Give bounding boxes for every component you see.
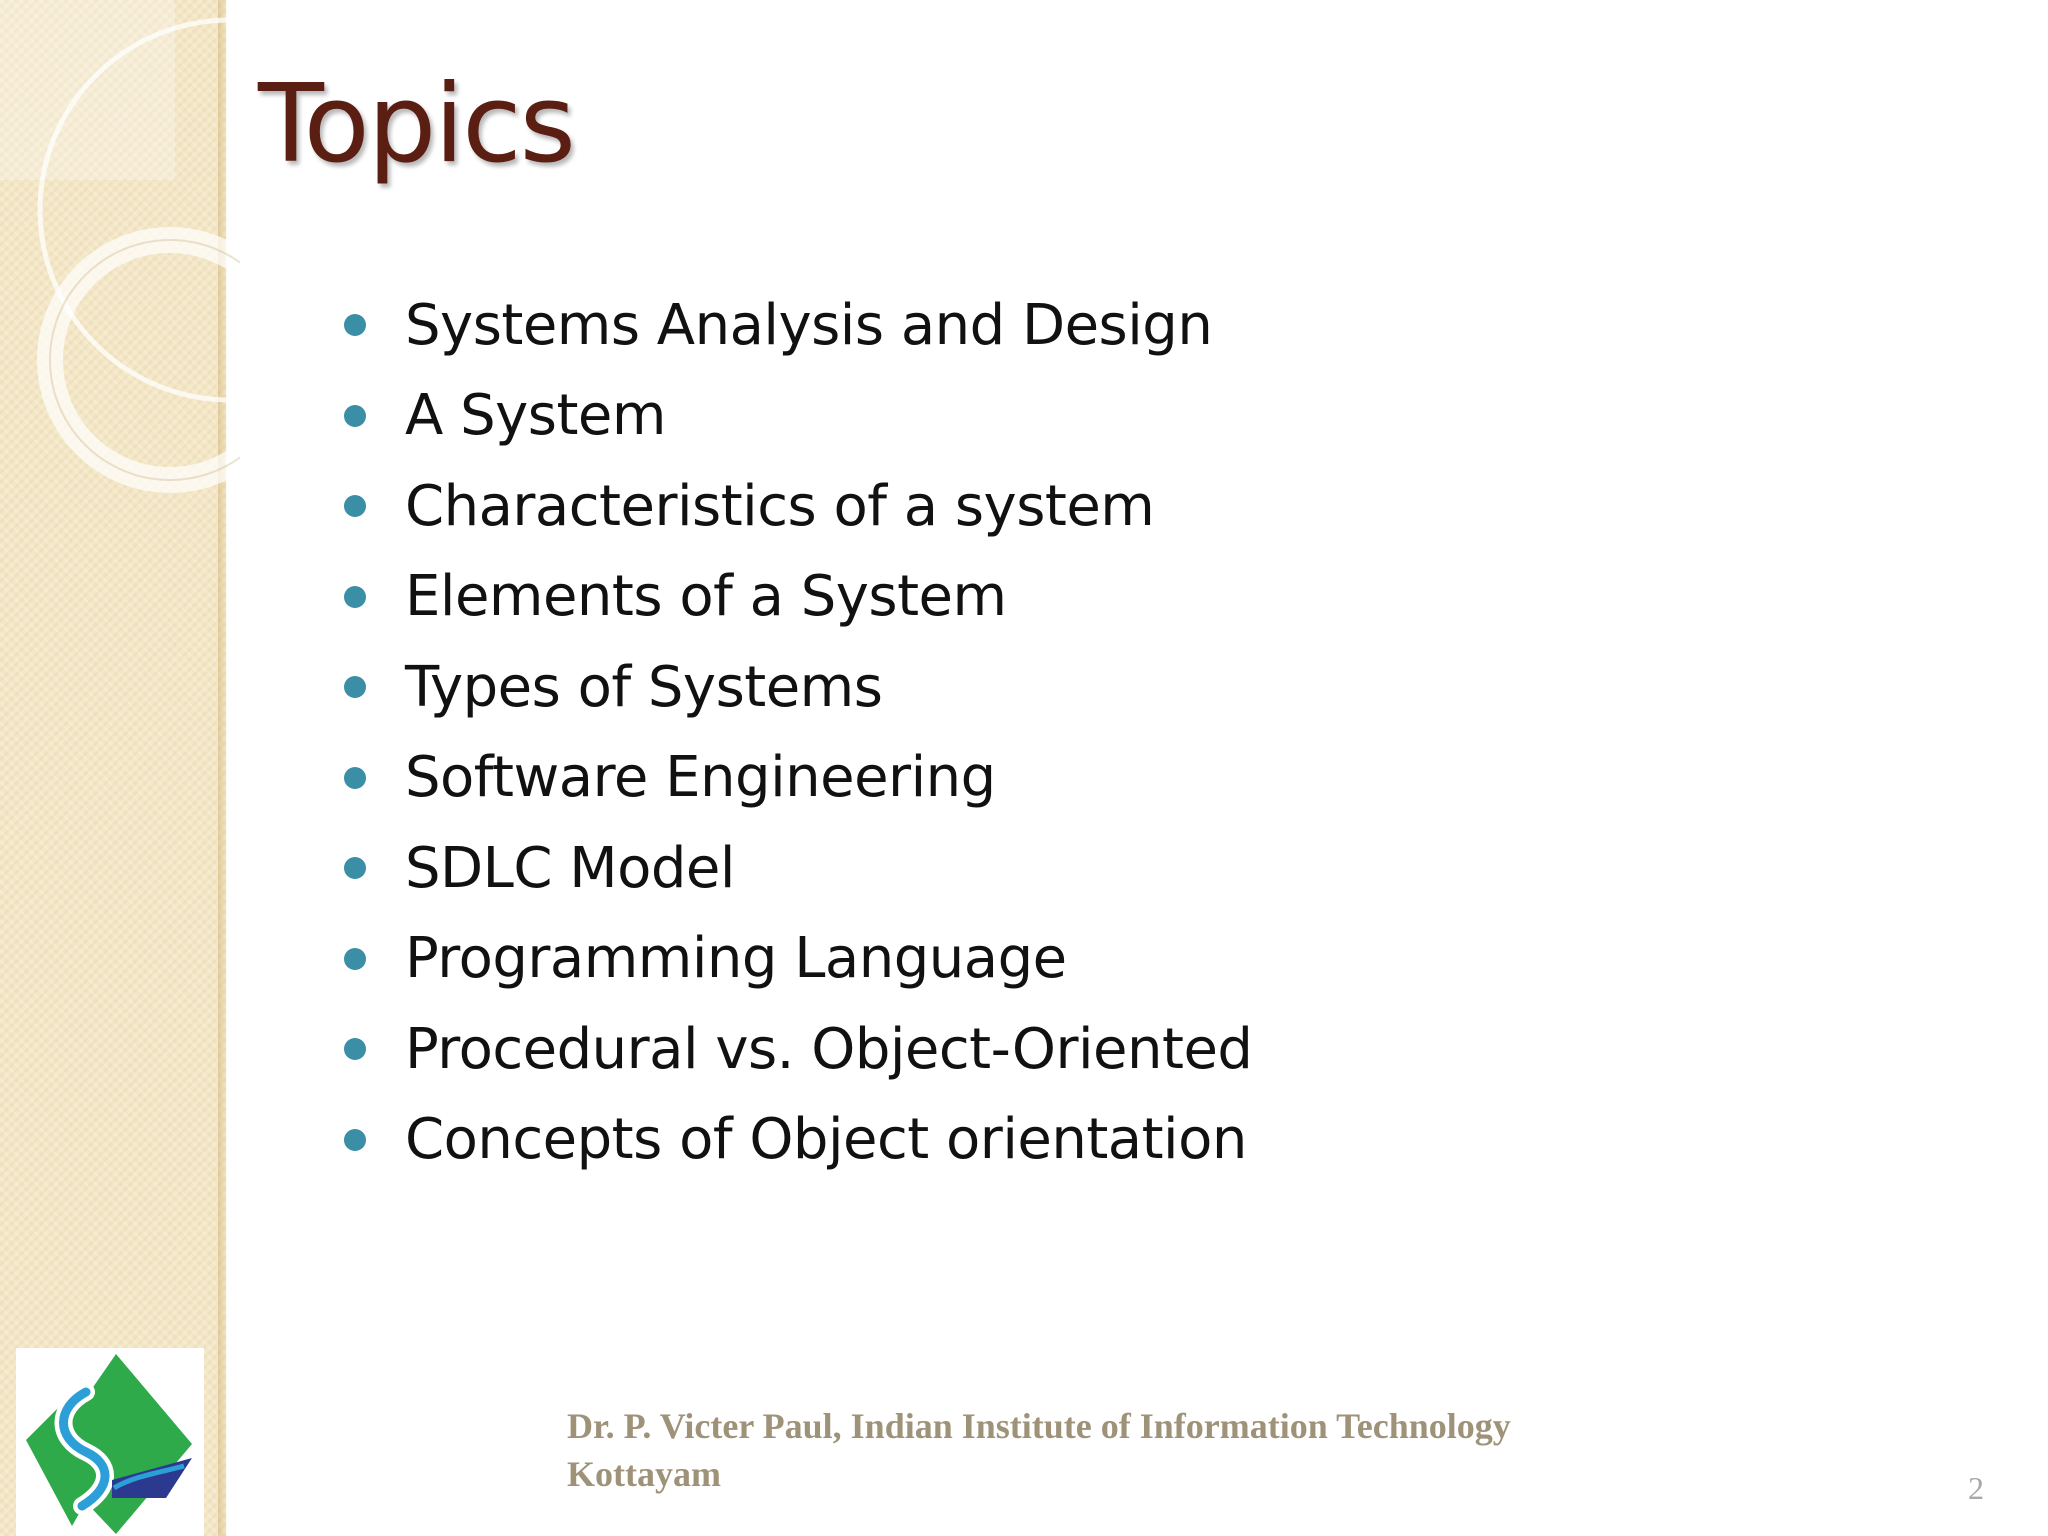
footer-location-line: Kottayam [567, 1454, 721, 1494]
list-item [340, 1004, 1252, 1095]
topic-label: Systems Analysis and Design [405, 292, 1213, 358]
list-item [340, 823, 1252, 914]
footer-author-line: Dr. P. Victer Paul, Indian Institute of Information Technology [567, 1406, 1511, 1446]
page-number: 2 [1968, 1470, 1984, 1506]
topic-label: SDLC Model [405, 835, 735, 901]
list-item [340, 642, 1252, 733]
slide-title: Topics [258, 62, 574, 187]
list-item [340, 461, 1252, 552]
bullet-icon [344, 495, 366, 517]
bullet-icon [344, 767, 366, 789]
list-item [340, 914, 1252, 1005]
topic-label: Software Engineering [405, 745, 996, 811]
topic-label: Concepts of Object orientation [405, 1107, 1247, 1173]
list-item [340, 552, 1252, 643]
institute-logo-icon [16, 1348, 204, 1536]
topic-label: Types of Systems [405, 654, 883, 720]
bullet-icon [344, 857, 366, 879]
bullet-icon [344, 948, 366, 970]
bullet-icon [344, 314, 366, 336]
list-item [340, 1095, 1252, 1186]
footer-credit [567, 1402, 1511, 1498]
topic-label: Procedural vs. Object-Oriented [405, 1016, 1253, 1082]
topics-list [340, 280, 1252, 1185]
institute-logo [16, 1348, 204, 1536]
topic-label: A System [405, 383, 666, 449]
bullet-icon [344, 676, 366, 698]
list-item [340, 733, 1252, 824]
decorative-rings-icon [0, 0, 240, 520]
bullet-icon [344, 1038, 366, 1060]
bullet-icon [344, 405, 366, 427]
topic-label: Characteristics of a system [405, 473, 1155, 539]
list-item [340, 371, 1252, 462]
list-item [340, 280, 1252, 371]
topic-label: Programming Language [405, 926, 1067, 992]
bullet-icon [344, 586, 366, 608]
topic-label: Elements of a System [405, 564, 1007, 630]
bullet-icon [344, 1129, 366, 1151]
